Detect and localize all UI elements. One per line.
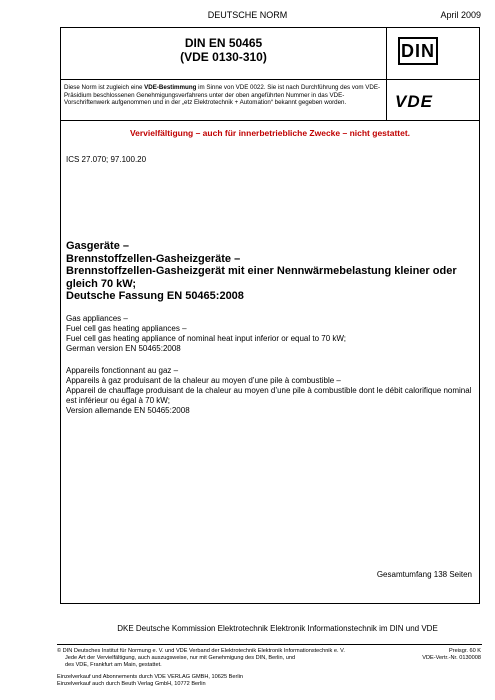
total-pages: Gesamtumfang 138 Seiten	[376, 570, 472, 579]
title-line: Gas appliances –	[66, 314, 128, 323]
standard-title	[62, 36, 385, 64]
top-header	[0, 10, 495, 24]
ics-code: ICS 27.070; 97.100.20	[66, 155, 147, 164]
footer-line: Einzelverkauf und Abonnements durch VDE VERLAG GMBH, 10625 Berlin	[57, 674, 243, 680]
din-logo: DIN	[398, 37, 438, 65]
footer-rule	[57, 644, 482, 645]
title-line: Deutsche Fassung EN 50465:2008	[66, 290, 244, 302]
title-line: Version allemande EN 50465:2008	[66, 406, 190, 415]
title-line: German version EN 50465:2008	[66, 344, 181, 353]
footer-price	[422, 648, 481, 662]
footer-line: Einzelverkauf auch durch Beuth Verlag GmbH, 10772 Berlin	[57, 680, 206, 687]
footer-sales	[57, 674, 243, 688]
notice-text: im Sinne von VDE 0022. Sie ist nach Durchführung des vom VDE-Präsidium beschlossenen Genehmigungsverfahrens unter der oben angeführten Nummer in das VDE-Vorschriftenwerk aufgenommen und in der „etz Elektrotechnik + Automation“ bekannt gegeben worden.	[64, 84, 381, 107]
divider-line	[61, 120, 479, 121]
divider-line	[386, 28, 387, 120]
standard-number: DIN EN 50465	[184, 36, 263, 50]
vde-logo: VDE	[395, 92, 433, 111]
title-line: Gasgeräte –	[66, 240, 129, 252]
price-group: Preisgr. 60 K	[448, 648, 481, 654]
footer-line: des VDE, Frankfurt am Main, gestattet.	[65, 661, 162, 668]
title-line: Brennstoffzellen-Gasheizgerät mit einer Nennwärmebelastung kleiner oder gleich 70 kW;	[66, 265, 457, 290]
title-line: Fuel cell gas heating appliances –	[66, 324, 187, 333]
vde-contract-number: VDE-Vertr.-Nr. 0130008	[422, 654, 481, 661]
title-line: Appareils à gaz produisant de la chaleur au moyen d’une pile à combustible –	[66, 376, 341, 385]
copy-warning: Vervielfältigung – auch für innerbetriebliche Zwecke – nicht gestattet.	[129, 128, 411, 138]
divider-line	[61, 79, 479, 80]
vde-notice	[64, 84, 386, 107]
notice-bold: VDE-Bestimmung	[144, 84, 197, 91]
footer-line: Jede Art der Vervielfältigung, auch auszugsweise, nur mit Genehmigung des DIN, Berlin, und	[65, 654, 296, 661]
footer-copyright	[57, 648, 387, 668]
title-english	[66, 314, 476, 354]
header-date: April 2009	[440, 10, 481, 20]
title-line: Fuel cell gas heating appliance of nominal heat input inferior or equal to 70 kW;	[66, 334, 347, 343]
vde-number: (VDE 0130-310)	[180, 50, 267, 64]
title-german	[66, 240, 476, 303]
footer-line: © DIN Deutsches Institut für Normung e. V. und VDE Verband der Elektrotechnik Elektronik Informationstechnik e. V.	[57, 648, 345, 654]
header-label: DEUTSCHE NORM	[207, 10, 288, 20]
title-french	[66, 366, 476, 416]
title-line: Brennstoffzellen-Gasheizgeräte –	[66, 252, 241, 265]
title-line: Appareils fonctionnant au gaz –	[66, 366, 179, 375]
notice-text: Diese Norm ist zugleich eine	[64, 84, 145, 91]
title-line: Appareil de chauffage produisant de la chaleur au moyen d’une pile à combustible dont le débit calorifique nominal est inférieur ou égal à 70 kW;	[66, 386, 472, 405]
dke-line: DKE Deutsche Kommission Elektrotechnik Elektronik Informationstechnik im DIN und VDE	[117, 624, 438, 633]
